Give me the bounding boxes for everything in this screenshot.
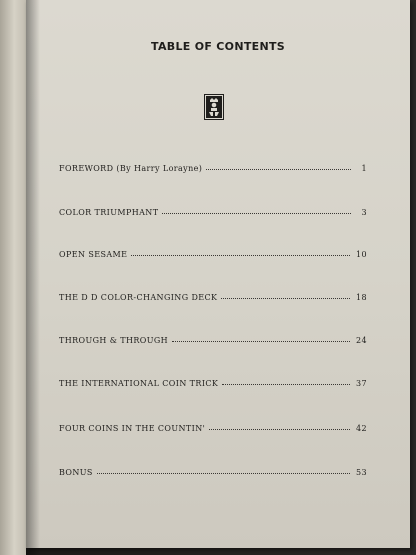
dot-leader [162,213,351,214]
toc-entry-page: 37 [356,379,367,388]
left-page-edge [0,0,26,555]
toc-entry-page: 24 [356,336,367,345]
toc-entry-label: BONUS [59,468,93,477]
toc-entry-four-coins [59,424,367,433]
toc-entry-foreword [59,164,367,173]
toc-entry-label: OPEN SESAME [59,250,128,259]
toc-entry-color-triumphant [59,208,367,217]
toc-entry-page: 3 [361,208,367,217]
dot-leader [172,341,350,342]
toc-entry-label: THE D D COLOR-CHANGING DECK [59,293,218,302]
toc-entry-open-sesame [59,250,367,259]
toc-entry-page: 42 [356,424,367,433]
king-card-icon [204,94,224,120]
toc-entry-international-coin-trick [59,379,367,388]
page-title: TABLE OF CONTENTS [151,40,285,53]
toc-entry-page: 53 [356,468,367,477]
toc-entry-label: THE INTERNATIONAL COIN TRICK [59,379,219,388]
dot-leader [222,384,350,385]
toc-entry-label: THROUGH & THROUGH [59,336,169,345]
dot-leader [131,255,350,256]
toc-entry-label: FOREWORD (By Harry Lorayne) [59,164,203,173]
toc-entry-label: COLOR TRIUMPHANT [59,208,159,217]
book-page [26,0,410,548]
toc-entry-label: FOUR COINS IN THE COUNTIN' [59,424,206,433]
dot-leader [206,169,351,170]
toc-entry-page: 10 [356,250,367,259]
toc-entry-page: 1 [361,164,367,173]
toc-entry-color-changing-deck [59,293,367,302]
dot-leader [209,429,350,430]
toc-entry-bonus [59,468,367,477]
toc-entry-through-and-through [59,336,367,345]
dot-leader [97,473,350,474]
dot-leader [221,298,350,299]
toc-entry-page: 18 [356,293,367,302]
